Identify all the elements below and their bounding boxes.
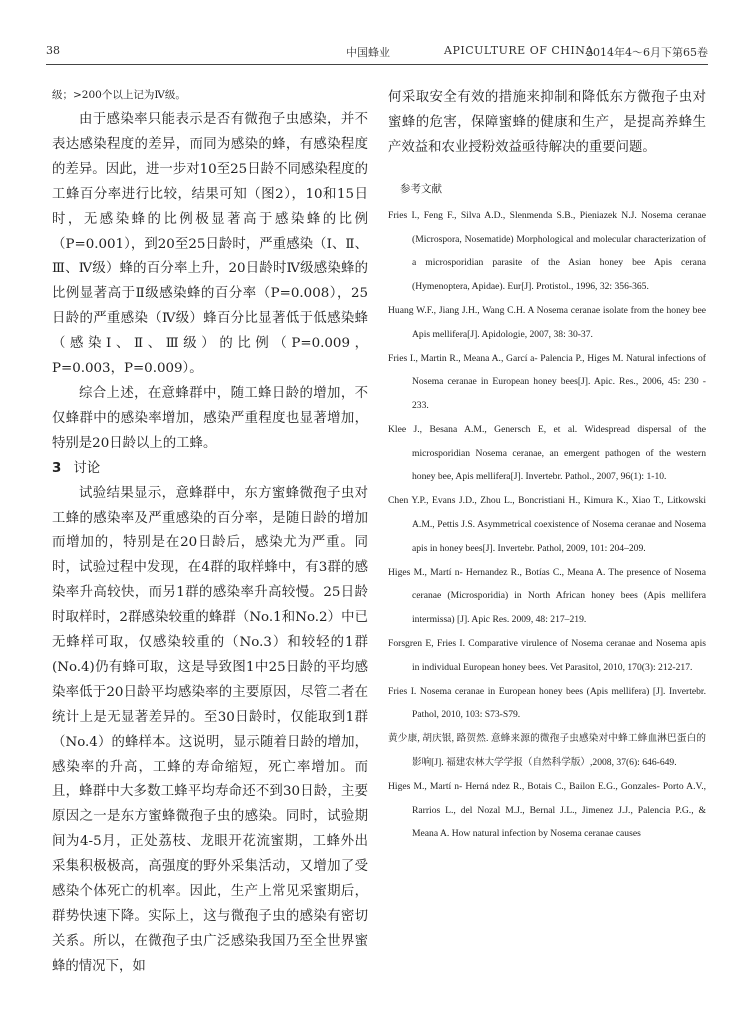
- page-header: [46, 44, 708, 62]
- issue-info: 2014年4～6月下第65卷: [586, 46, 708, 59]
- reference-item: Fries I., Feng F., Silva A.D., Slenmenda S.B., Pieniazek N.J. Nosema ceranae (Microspora, Nosematide) Morphological and molecular characterization of a microsporidian parasite of the Asian honey bee Apis cerana (Hymenoptera, Apidae). Eur[J]. Protistol., 1996, 32: 356-365.: [388, 209, 706, 293]
- header-rule: [46, 64, 708, 65]
- journal-name-en: APICULTURE OF CHINA: [444, 44, 594, 57]
- reference-item: Higes M., Martí n- Hernandez R., Botías C., Meana A. The presence of Nosema ceranae (Microsporidia) in North African honey bees (Apis mellifera intermissa) [J]. Apic Res. 2009, 48: 217–219.: [388, 566, 706, 626]
- reference-item: Higes M., Martí n- Herná ndez R., Botais C., Bailon E.G., Gonzales- Porto A.V., Rarrios L., del Nozal M.J., Bernal J.L., Jimenez J.J., Palencia P.G., & Meana A. How natural infection by Nosema ceranae causes: [388, 780, 706, 840]
- reference-item: Forsgren E, Fries I. Comparative virulence of Nosema ceranae and Nosema apis in individual European honey bees. Vet Parasitol, 2010, 170(3): 212-217.: [388, 638, 706, 673]
- grading-note: 级；>200个以上记为Ⅳ级。: [52, 89, 186, 101]
- reference-item: 黄少康, 胡庆银, 路贺然. 意蜂来源的微孢子虫感染对中蜂工蜂血淋巴蛋白的影响[J]. 福建农林大学学报（自然科学版）,2008, 37(6): 646-649.: [388, 733, 706, 769]
- paragraph-summary: 综合上述，在意蜂群中，随工蜂日龄的增加，不仅蜂群中的感染率增加，感染严重程度也显著增加，特别是20日龄以上的工蜂。: [52, 385, 368, 451]
- journal-name-cn: 中国蜂业: [346, 46, 390, 59]
- references-title: 参考文献: [400, 182, 442, 195]
- reference-item: Fries I. Nosema ceranae in European honey bees (Apis mellifera) [J]. Invertebr. Pathol, 2010, 103: S73-S79.: [388, 685, 706, 721]
- paragraph-discussion-continued: 何采取安全有效的措施来抑制和降低东方微孢子虫对蜜蜂的危害，保障蜜蜂的健康和生产，是提高养蜂生产效益和农业授粉效益亟待解决的重要问题。: [388, 90, 706, 155]
- right-column: [388, 86, 706, 846]
- paragraph-infection-degree: 由于感染率只能表示是否有微孢子虫感染，并不表达感染程度的差异，而同为感染的蜂，有感染程度的差异。因此，进一步对10至25日龄不同感染程度的工蜂百分率进行比较，结果可知（图2），10和15日时，无感染蜂的比例极显著高于感染蜂的比例（P=0.001），到20至25日龄时，严重感染（Ⅰ、Ⅱ、Ⅲ、Ⅳ级）蜂的百分率上升，20日龄时Ⅳ级感染蜂的比例显著高于Ⅱ级感染蜂的百分率（P=0.008），25日龄的严重感染（Ⅳ级）蜂百分比显著低于低感染蜂（感染Ⅰ、Ⅱ、Ⅲ级）的比例（P=0.009，P=0.003，P=0.009）。: [52, 112, 368, 377]
- section-heading: [52, 457, 368, 482]
- reference-item: Chen Y.P., Evans J.D., Zhou L., Boncristiani H., Kimura K., Xiao T., Litkowski A.M., Pettis J.S. Asymmetrical coexistence of Nosema ceranae and Nosema apis in honey bees[J]. Invertebr. Pathol, 2009, 101: 204–209.: [388, 495, 706, 554]
- reference-item: Huang W.F., Jiang J.H., Wang C.H. A Nosema ceranae isolate from the honey bee Apis mellifera[J]. Apidologie, 2007, 38: 30-37.: [388, 304, 706, 340]
- reference-item: Fries I., Martin R., Meana A., Garcí a- Palencia P., Higes M. Natural infections of Nosema ceranae in European honey bees[J]. Apic. Res., 2006, 45: 230 - 233.: [388, 352, 706, 412]
- section-title: 讨论: [73, 460, 101, 476]
- reference-item: Klee J., Besana A.M., Genersch E, et al. Widespread dispersal of the microsporidian Nosema ceranae, an emergent pathogen of the western honey bee, Apis mellifera[J]. Invertebr. Pathol., 2007, 96(1): 1-10.: [388, 423, 706, 483]
- paragraph-discussion: 试验结果显示，意蜂群中，东方蜜蜂微孢子虫对工蜂的感染率及严重感染的百分率，是随日龄的增加而增加的，特别是在20日龄后，感染尤为严重。同时，试验过程中发现，在4群的取样蜂中，有3群的感染率升高较快，而另1群的感染率升高较慢。25日龄时取样时，2群感染较重的蜂群（No.1和No.2）中已无蜂样可取，仅感染较重的（No.3）和较轻的1群(No.4)仍有蜂可取，这是导致图1中25日龄的平均感染率低于20日龄平均感染率的主要原因，尽管二者在统计上是无显著差异的。至30日龄时，仅能取到1群（No.4）的蜂样本。这说明，显示随着日龄的增加，感染率的升高，工蜂的寿命缩短，死亡率增加。而且，蜂群中大多数工蜂平均寿命还不到30日龄，主要原因之一是东方蜜蜂微孢子虫的感染。同时，试验期间为4-5月，正处荔枝、龙眼开花流蜜期，工蜂外出采集积极极高，高强度的野外采集活动，又增加了受感染个体死亡的机率。因此，生产上常见采蜜期后，群势快速下降。实际上，这与微孢子虫的感染有密切关系。所以，在微孢子虫广泛感染我国乃至全世界蜜蜂的情况下，如: [52, 485, 368, 974]
- page-number: 38: [46, 44, 60, 57]
- left-column: [52, 86, 368, 980]
- section-number: 3: [52, 460, 62, 476]
